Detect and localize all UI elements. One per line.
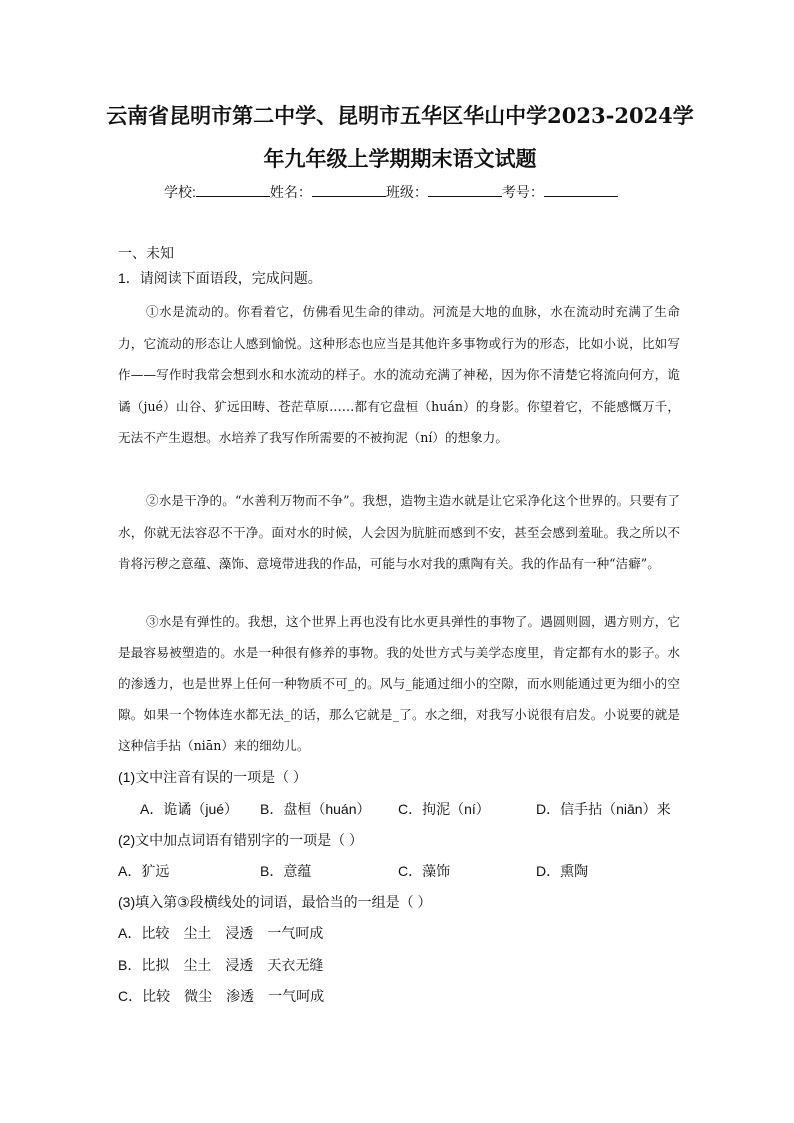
q2-option-b: B．意蕴	[260, 863, 312, 879]
q1-option-c: C．拘泥（ní）	[398, 801, 490, 817]
q2-option-a: A．犷远	[118, 863, 170, 879]
q3-option-b: B．比拟 尘土 浸透 天衣无缝	[118, 957, 324, 973]
exam-number-label: 考号：	[501, 184, 544, 200]
q3-option-a: A．比较 尘土 浸透 一气呵成	[118, 925, 324, 941]
page-title-line-1: 云南省昆明市第二中学、昆明市五华区华山中学2023-2024学	[106, 103, 694, 128]
student-info-fields	[164, 181, 618, 201]
passage-paragraph-2: ②水是干净的。“水善利万物而不争”。我想，造物主造水就是让它采净化这个世界的。只要有了水，你就无法容忍不干净。面对水的时候，人会因为肮脏而感到不安，甚至会感到羞耻。我之所以不肯将污秽之意蕴、藻饰、意境带进我的作品，可能与水对我的熏陶有关。我的作品有一种“洁癖”。	[118, 493, 680, 571]
school-label: 学校:	[164, 184, 196, 200]
name-blank	[312, 181, 386, 197]
page-title-line-2: 年九年级上学期期末语文试题	[263, 146, 537, 171]
exam-number-blank	[544, 181, 618, 197]
school-blank	[196, 181, 270, 197]
q1-option-b: B．盘桓（huán）	[260, 801, 371, 817]
passage-paragraph-1: ①水是流动的。你看着它，仿佛看见生命的律动。河流是大地的血脉，水在流动时充满了生命力，它流动的形态让人感到愉悦。这种形态也应当是其他许多事物或行为的形态，比如小说，比如写作——写作时我常会想到水和水流动的样子。水的流动充满了神秘，因为你不清楚它将流向何方，诡谲（jué）山谷、犷远田畴、苍茫草原……都有它盘桓（huán）的身影。你望着它，不能感慨万千，无法不产生遐想。水培养了我写作所需要的不被拘泥（ní）的想象力。	[118, 304, 680, 445]
passage-paragraph-3: ③水是有弹性的。我想，这个世界上再也没有比水更具弹性的事物了。遇圆则圆，遇方则方，它是最容易被塑造的。水是一种很有修养的事物。我的处世方式与美学态度里，肯定都有水的影子。水的渗透力，也是世界上任何一种物质不可_的。风与_能通过细小的空隙，而水则能通过更为细小的空隙。如果一个物体连水都无法_的话，那么它就是_了。水之细，对我写小说很有启发。小说要的就是这种信手拈（niān）来的细幼儿。	[118, 614, 680, 753]
subquestion-2-stem: (2)文中加点词语有错别字的一项是（ ）	[118, 832, 363, 848]
class-label: 班级：	[385, 184, 428, 200]
name-label: 姓名：	[269, 184, 312, 200]
q2-option-c: C．藻饰	[398, 863, 451, 879]
subquestion-3-stem: (3)填入第③段横线处的词语，最恰当的一组是（ ）	[118, 894, 432, 910]
q1-option-d: D．信手拈（niān）来	[536, 801, 671, 817]
q1-option-a: A．诡谲（jué）	[140, 801, 239, 817]
subquestion-1-stem: (1)文中注音有误的一项是（ ）	[118, 769, 307, 785]
class-blank	[428, 181, 502, 197]
q2-option-d: D．熏陶	[536, 863, 589, 879]
section-heading: 一、未知	[118, 245, 174, 261]
q3-option-c: C．比较 微尘 渗透 一气呵成	[118, 988, 325, 1004]
question-1-prompt: 1．请阅读下面语段，完成问题。	[118, 270, 322, 286]
